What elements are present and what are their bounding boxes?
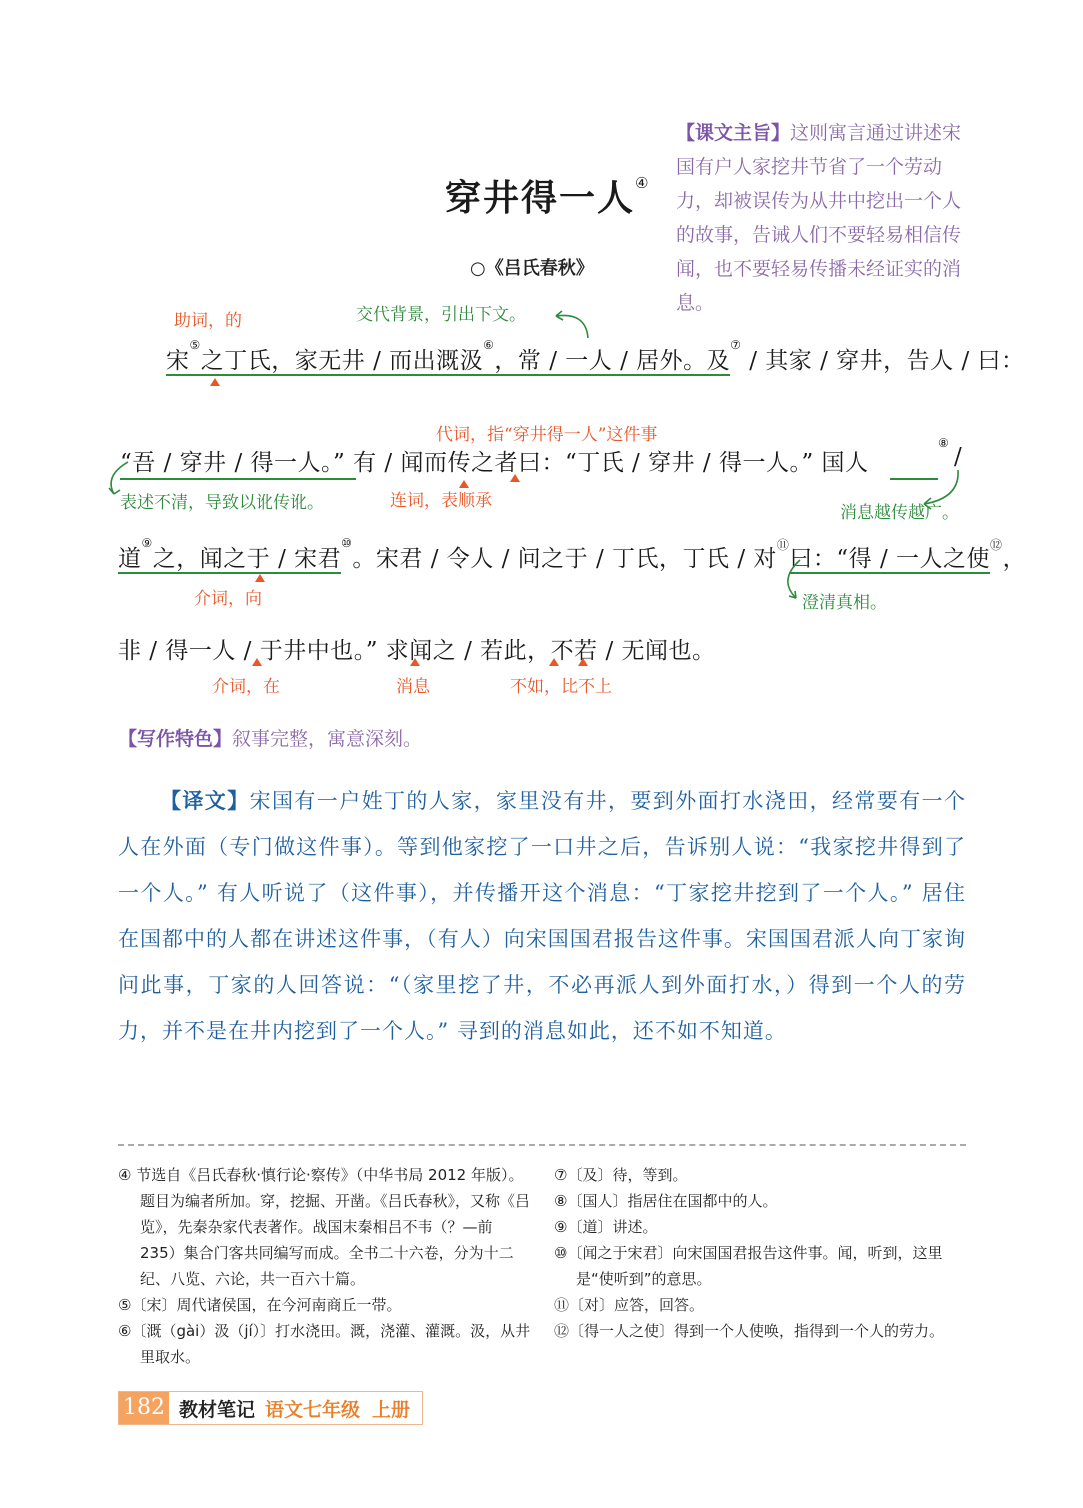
text-seg: ，常 / 一人 / 居外。及 — [494, 348, 731, 374]
text-seg: 。宋君 / 令人 / 问之于 / 丁氏，丁氏 / 对 — [352, 546, 777, 572]
note-ref: ⑩ — [341, 536, 353, 550]
notes-right — [554, 1162, 968, 1344]
footnote: ⑦〔及〕待，等到。 — [554, 1166, 688, 1184]
annotation-news: 消息 — [396, 677, 430, 697]
note-ref: ⑥ — [483, 338, 495, 352]
annotation-pronoun: 代词，指“穿井得一人”这件事 — [436, 425, 658, 445]
footnote: ⑧〔国人〕指居住在国都中的人。 — [554, 1192, 778, 1210]
note-ref: ⑦ — [730, 338, 742, 352]
annotation-clarify: 澄清真相。 — [802, 593, 887, 613]
annotation-conjunction: 连词，表顺承 — [390, 491, 492, 511]
feature-tag: 【写作特色】 — [118, 728, 233, 750]
notes-divider — [118, 1144, 966, 1146]
text-seg: 之，闻之于 / 宋君 — [152, 546, 342, 572]
translation — [118, 778, 966, 1054]
grade-label: 语文七年级 — [265, 1398, 361, 1421]
underline-guoren — [890, 478, 938, 480]
annotation-particle: 助词，的 — [174, 311, 242, 331]
underline-dao — [118, 536, 342, 574]
text-seg: / 其家 / 穿井，告人 / 曰： — [741, 348, 1025, 374]
footnote: ⑩〔闻之于宋君〕向宋国国君报告这件事。闻，听到，这里是“使听到”的意思。 — [554, 1244, 943, 1288]
page-number: 182 — [119, 1392, 169, 1424]
text-seg: / — [954, 444, 963, 470]
writing-feature — [118, 724, 422, 751]
underline-unclear — [120, 478, 356, 480]
note-ref: ⑧ — [938, 436, 950, 450]
footnote: ⑤〔宋〕周代诸侯国，在今河南商丘一带。 — [118, 1296, 402, 1314]
text-seg: 之丁氏，家无井 / 而出溉汲 — [200, 348, 484, 374]
marker-triangle — [410, 658, 420, 666]
underline-background — [166, 338, 731, 376]
annotation-unclear: 表述不清，导致以讹传讹。 — [120, 493, 324, 513]
source-line: ○《吕氏春秋》 — [470, 258, 594, 279]
marker-triangle — [255, 574, 265, 582]
annotation-preposition-in: 介词，在 — [212, 677, 280, 697]
footnote: ⑨〔道〕讲述。 — [554, 1218, 658, 1236]
note-ref: ⑫ — [990, 538, 1003, 552]
volume-label: 上册 — [372, 1398, 411, 1421]
marker-triangle — [549, 658, 559, 666]
notes-left — [118, 1162, 532, 1370]
text-seg: 道 — [118, 546, 142, 572]
annotation-spread: 消息越传越广。 — [840, 503, 959, 523]
annotation-background: 交代背景，引出下文。 — [356, 305, 526, 325]
page-title — [445, 170, 650, 221]
text-line-4: 非 / 得一人 / 于井中也。” 求闻之 / 若此，不若 / 无闻也。 — [118, 638, 716, 664]
book-name: 教材笔记 — [179, 1398, 256, 1421]
footnote: ⑫〔得一人之使〕得到一个人使唤，指得到一个人的劳力。 — [554, 1322, 945, 1340]
underline-clarify — [789, 546, 990, 574]
note-ref: ⑪ — [776, 538, 790, 552]
footnote: ⑪〔对〕应答，回答。 — [554, 1296, 705, 1314]
theme-tag: 【课文主旨】 — [676, 122, 791, 144]
marker-triangle — [252, 658, 262, 666]
title-text: 穿井得一人 — [445, 178, 636, 219]
text-seg: 宋 — [166, 348, 190, 374]
note-ref: ⑤ — [189, 338, 201, 352]
text-line-2: “吾 / 穿井 / 得一人。” 有 / 闻而传之者曰：“丁氏 / 穿井 / 得一人。” 国人 — [120, 450, 869, 476]
footnote: ④ 节选自《吕氏春秋·慎行论·察传》（中华书局 2012 年版）。题目为编者所加。穿，挖掘、开凿。《吕氏春秋》，又称《吕览》，先秦杂家代表著作。战国末秦相吕不韦（？—前 235）集合门客共同编写而成。全书二十六卷，分为十二纪、八览、六论，共一百六十篇。 — [118, 1166, 531, 1288]
footnote: ⑥〔溉（gài）汲（jí）〕打水浇田。溉，浇灌、灌溉。汲，从井里取水。 — [118, 1322, 531, 1366]
title-note-ref: ④ — [635, 174, 651, 192]
feature-text: 叙事完整，寓意深刻。 — [232, 728, 423, 750]
translation-text: 宋国有一户姓丁的人家，家里没有井，要到外面打水浇田，经常要有一个人在外面（专门做这件事）。等到他家挖了一口井之后，告诉别人说：“我家挖井得到了一个人。” 有人听说了（这件事），并传播开这个消息：“丁家挖井挖到了一个人。” 居住在国都中的人都在讲述这件事，（有人）向宋国国君报告这件事。宋国国君派人向丁家询问此事，丁家的人回答说：“（家里挖了井，不必再派人到外面打水，）得到一个人的劳力，并不是在井内挖到了一个人。” 寻到的消息如此，还不如不知道。 — [118, 789, 967, 1043]
translation-tag: 【译文】 — [160, 789, 250, 813]
marker-triangle — [578, 658, 588, 666]
page-footer — [118, 1391, 423, 1425]
theme-box — [676, 116, 966, 320]
annotation-not-as-good: 不如，比不上 — [510, 677, 612, 697]
annotation-preposition-to: 介词，向 — [194, 589, 262, 609]
text-seg: 曰：“得 / 一人之使 — [789, 546, 991, 572]
text-seg: ， — [1002, 546, 1027, 572]
marker-triangle — [510, 474, 520, 482]
note-ref: ⑨ — [141, 536, 153, 550]
marker-triangle — [210, 378, 220, 386]
text-line-1 — [166, 338, 1025, 375]
theme-text: 这则寓言通过讲述宋国有户人家挖井节省了一个劳动力，却被误传为从井中挖出一个人的故事，告诫人们不要轻易相信传闻，也不要轻易传播未经证实的消息。 — [676, 122, 962, 314]
text-line-3 — [118, 536, 1027, 573]
